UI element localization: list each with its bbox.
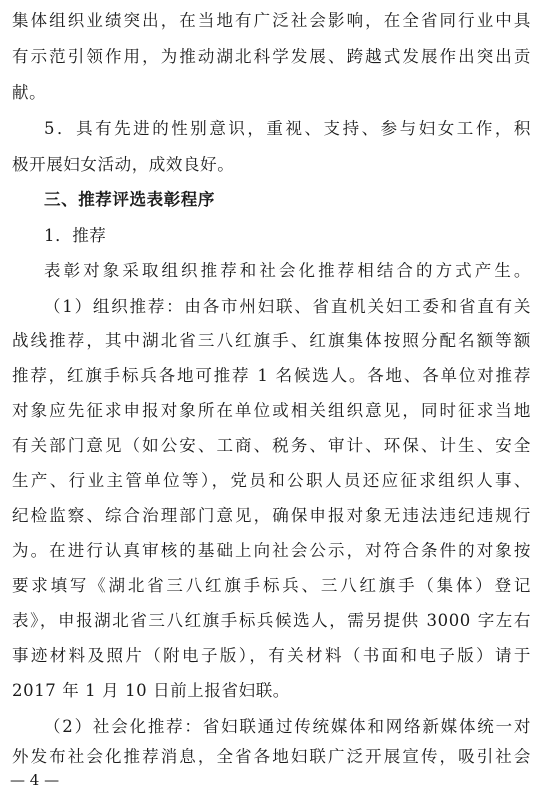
section-heading: 三、推荐评选表彰程序	[44, 190, 215, 209]
body-line: 推荐，红旗手标兵各地可推荐 1 名候选人。各地、各单位对推荐	[12, 366, 531, 385]
body-line: 生产、行业主管单位等），党员和公职人员还应征求组织人事、	[12, 471, 531, 490]
page-number: — 4 —	[10, 771, 60, 789]
body-line: 2017 年 1 月 10 日前上报省妇联。	[12, 681, 290, 700]
list-item-5: 5．具有先进的性别意识，重视、支持、参与妇女工作，积	[44, 119, 531, 138]
body-line: 对象应先征求申报对象所在单位或相关组织意见，同时征求当地	[12, 401, 531, 420]
body-line: 战线推荐，其中湖北省三八红旗手、红旗集体按照分配名额等额	[12, 331, 531, 350]
body-line: 要求填写《湖北省三八红旗手标兵、三八红旗手（集体）登记	[12, 576, 531, 595]
body-line: 表》，申报湖北省三八红旗手标兵候选人，需另提供 3000 字左右	[12, 611, 531, 630]
body-line: 有示范引领作用，为推动湖北科学发展、跨越式发展作出突出贡	[12, 47, 531, 66]
subsection-heading: 1．推荐	[44, 226, 107, 245]
body-line: 事迹材料及照片（附电子版），有关材料（书面和电子版）请于	[12, 646, 531, 665]
body-line: 表彰对象采取组织推荐和社会化推荐相结合的方式产生。	[44, 261, 531, 280]
paragraph-social-recommendation: （2）社会化推荐：省妇联通过传统媒体和网络新媒体统一对	[44, 717, 531, 736]
body-line: 为。在进行认真审核的基础上向社会公示，对符合条件的对象按	[12, 541, 531, 560]
body-line: 极开展妇女活动，成效良好。	[12, 155, 235, 174]
body-line: 有关部门意见（如公安、工商、税务、审计、环保、计生、安全	[12, 436, 531, 455]
body-line: 纪检监察、综合治理部门意见，确保申报对象无违法违纪违规行	[12, 506, 531, 525]
body-line: 集体组织业绩突出，在当地有广泛社会影响，在全省同行业中具	[12, 11, 531, 30]
paragraph-organization-recommendation: （1）组织推荐：由各市州妇联、省直机关妇工委和省直有关	[44, 297, 531, 316]
body-line: 献。	[12, 83, 47, 102]
body-line: 外发布社会化推荐消息，全省各地妇联广泛开展宣传，吸引社会	[12, 747, 531, 766]
